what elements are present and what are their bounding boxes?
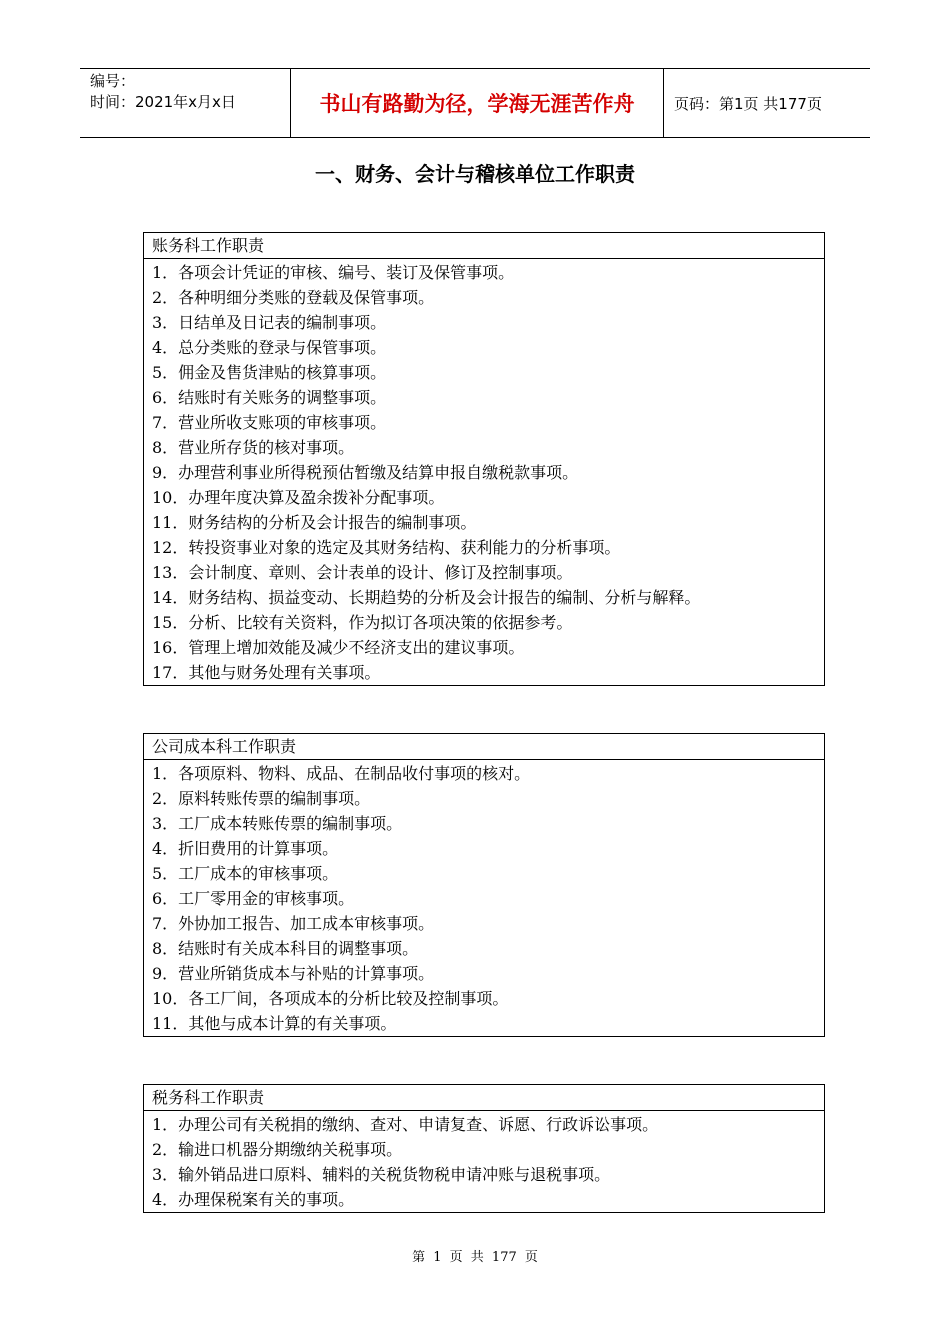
list-item: 5．工厂成本的审核事项。 [152, 864, 339, 883]
list-item: 3．输外销品进口原料、辅料的关税货物税申请冲账与退税事项。 [152, 1165, 611, 1184]
list-item: 1．办理公司有关税捐的缴纳、查对、申请复查、诉愿、行政诉讼事项。 [152, 1115, 659, 1134]
section-heading: 账务科工作职责 [144, 233, 824, 259]
motto-text: 书山有路勤为径，学海无涯苦作舟 [319, 92, 635, 116]
list-item: 10．办理年度决算及盈余拨补分配事项。 [152, 488, 445, 507]
list-item: 1．各项会计凭证的审核、编号、装订及保管事项。 [152, 263, 515, 282]
list-item: 8．结账时有关成本科目的调整事项。 [152, 939, 419, 958]
list-item: 14．财务结构、损益变动、长期趋势的分析及会计报告的编制、分析与解释。 [152, 588, 701, 607]
page-footer: 第 1 页 共 177 页 [412, 1250, 538, 1265]
list-item: 3．日结单及日记表的编制事项。 [152, 313, 387, 332]
number-label: 编号： [90, 72, 136, 90]
list-item: 2．输进口机器分期缴纳关税事项。 [152, 1140, 403, 1159]
list-item: 16．管理上增加效能及减少不经济支出的建议事项。 [152, 638, 525, 657]
page-header [80, 68, 870, 138]
header-motto-cell [290, 69, 664, 137]
list-item: 6．工厂零用金的审核事项。 [152, 889, 355, 908]
list-item: 9．办理营利事业所得税预估暂缴及结算申报自缴税款事项。 [152, 463, 579, 482]
list-item: 1．各项原料、物料、成品、在制品收付事项的核对。 [152, 764, 531, 783]
section-accounting [143, 232, 825, 686]
list-item: 17．其他与财务处理有关事项。 [152, 663, 381, 682]
list-item: 7．营业所收支账项的审核事项。 [152, 413, 387, 432]
list-item: 12．转投资事业对象的选定及其财务结构、获利能力的分析事项。 [152, 538, 621, 557]
list-item: 3．工厂成本转账传票的编制事项。 [152, 814, 403, 833]
list-item: 7．外协加工报告、加工成本审核事项。 [152, 914, 435, 933]
list-item: 13．会计制度、章则、会计表单的设计、修订及控制事项。 [152, 563, 573, 582]
list-item: 4．折旧费用的计算事项。 [152, 839, 339, 858]
date-label: 时间：2021年x月x日 [90, 93, 236, 111]
list-item: 6．结账时有关账务的调整事项。 [152, 388, 387, 407]
list-item: 10．各工厂间，各项成本的分析比较及控制事项。 [152, 989, 509, 1008]
header-left-cell [80, 69, 290, 137]
list-item: 2．原料转账传票的编制事项。 [152, 789, 371, 808]
section-cost [143, 733, 825, 1037]
page-info: 页码：第1页 共177页 [674, 94, 822, 113]
list-item: 9．营业所销货成本与补贴的计算事项。 [152, 964, 435, 983]
list-item: 15．分析、比较有关资料，作为拟订各项决策的依据参考。 [152, 613, 573, 632]
list-item: 11．财务结构的分析及会计报告的编制事项。 [152, 513, 477, 532]
section-heading: 公司成本科工作职责 [144, 734, 824, 760]
list-item: 4．办理保税案有关的事项。 [152, 1190, 355, 1209]
list-item: 4．总分类账的登录与保管事项。 [152, 338, 387, 357]
document-title: 一、财务、会计与稽核单位工作职责 [315, 162, 635, 186]
header-page-cell [664, 69, 870, 137]
list-item: 11．其他与成本计算的有关事项。 [152, 1014, 397, 1033]
list-item: 5．佣金及售货津贴的核算事项。 [152, 363, 387, 382]
section-heading: 税务科工作职责 [144, 1085, 824, 1111]
list-item: 8．营业所存货的核对事项。 [152, 438, 355, 457]
list-item: 2．各种明细分类账的登载及保管事项。 [152, 288, 435, 307]
section-tax [143, 1084, 825, 1213]
